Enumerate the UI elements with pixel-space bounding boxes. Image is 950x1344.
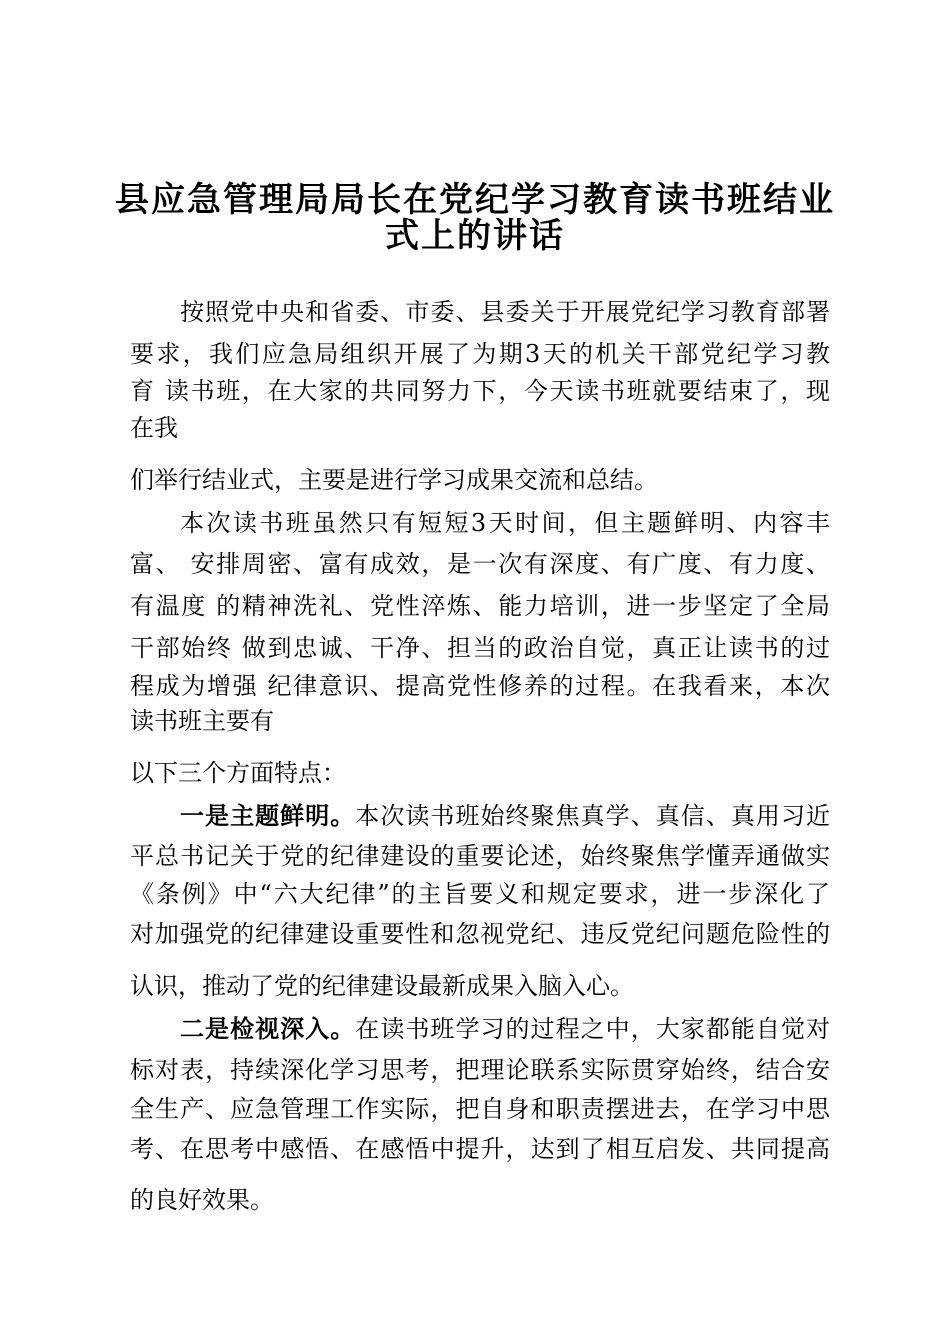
body-line	[130, 1054, 830, 1086]
body-line-text: 对加强党的纪律建设重要性和忽视党纪、违反党纪问题危险性的	[130, 920, 830, 948]
body-line-text: 平总书记关于党的纪律建设的重要论述，始终聚焦学懂弄通做实	[130, 842, 830, 870]
body-line	[130, 757, 830, 789]
body-line-text: 本次读书班始终聚焦真学、真信、真用习近	[355, 802, 830, 830]
body-line	[180, 800, 830, 832]
body-line-text: 程成为增强 纪律意识、提高党性修养的过程。在我看来，本次	[130, 672, 830, 700]
body-line	[130, 375, 830, 407]
body-line	[130, 548, 830, 580]
body-line-text: 们举行结业式，主要是进行学习成果交流和总结。	[130, 466, 658, 494]
body-line	[130, 670, 830, 702]
body-line	[130, 1093, 830, 1125]
body-line-text: 考、在思考中感悟、在感悟中提升，达到了相互启发、共同提高	[130, 1135, 830, 1163]
body-line	[130, 1184, 830, 1216]
body-line-text: 按照党中央和省委、市委、县委关于开展党纪学习教育部署	[180, 298, 830, 326]
body-line	[130, 590, 830, 622]
body-line-text: 育 读书班，在大家的共同努力下，今天读书班就要结束了，现	[130, 377, 830, 405]
body-line	[180, 296, 830, 328]
body-line	[130, 970, 830, 1002]
document-title-line-2: 式上的讲话	[385, 216, 565, 256]
body-line-text: 以下三个方面特点：	[130, 759, 346, 787]
body-line	[130, 1133, 830, 1165]
body-line-text: 的良好效果。	[130, 1186, 274, 1214]
body-line	[130, 464, 830, 496]
body-line	[130, 840, 830, 872]
section-lead-heading: 一是主题鲜明。	[180, 801, 356, 830]
body-line-text: 干部始终 做到忠诚、干净、担当的政治自觉，真正让读书的过	[130, 634, 830, 662]
body-line	[180, 1013, 830, 1045]
body-line-text: 全生产、应急管理工作实际，把自身和职责摆进去，在学习中思	[130, 1095, 830, 1123]
body-line-text: 认识，推动了党的纪律建设最新成果入脑入心。	[130, 972, 634, 1000]
body-line-text: 读书班主要有	[130, 707, 274, 735]
body-line-text: 要求，我们应急局组织开展了为期3天的机关干部党纪学习教	[130, 340, 830, 368]
body-line-text: 在我	[130, 414, 178, 442]
document-title-line-1: 县应急管理局局长在党纪学习教育读书班结业	[115, 180, 835, 220]
section-lead-heading: 二是检视深入。	[180, 1014, 356, 1043]
body-line-text: 本次读书班虽然只有短短3天时间，但主题鲜明、内容丰	[180, 509, 830, 537]
body-line	[130, 918, 830, 950]
body-line	[130, 705, 830, 737]
body-line	[180, 507, 830, 539]
body-line	[130, 878, 830, 910]
body-line	[130, 412, 830, 444]
body-line-text: 富、 安排周密、富有成效，是一次有深度、有广度、有力度、	[130, 550, 830, 578]
body-line-text: 标对表，持续深化学习思考，把理论联系实际贯穿始终，结合安	[130, 1056, 830, 1084]
body-line-text: 《条例》中“六大纪律”的主旨要义和规定要求，进一步深化了	[130, 880, 830, 908]
body-line-text: 在读书班学习的过程之中，大家都能自觉对	[355, 1015, 830, 1043]
body-line	[130, 338, 830, 370]
body-line	[130, 632, 830, 664]
body-line-text: 有温度 的精神洗礼、党性淬炼、能力培训，进一步坚定了全局	[130, 592, 830, 620]
